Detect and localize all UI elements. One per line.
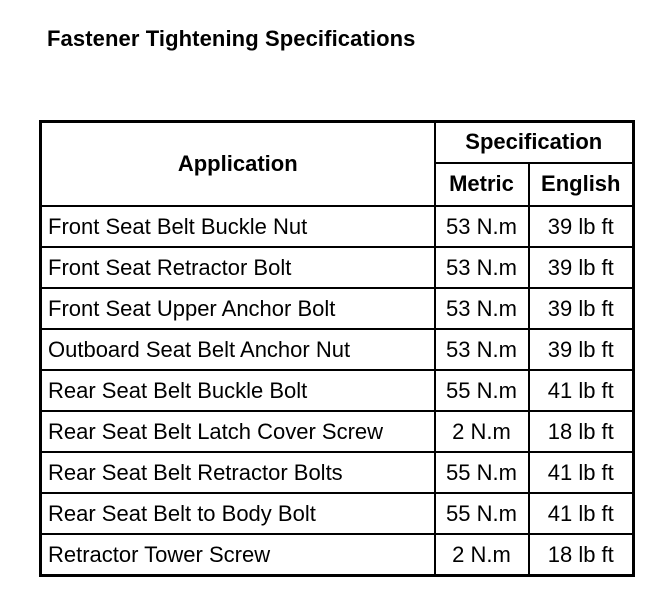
metric-cell: 53 N.m	[435, 206, 529, 247]
application-cell: Front Seat Belt Buckle Nut	[41, 206, 435, 247]
metric-cell: 2 N.m	[435, 411, 529, 452]
fastener-spec-table	[39, 120, 635, 577]
column-header-application: Application	[41, 122, 435, 207]
table-row	[41, 493, 634, 534]
metric-cell: 2 N.m	[435, 534, 529, 576]
table-row	[41, 288, 634, 329]
english-cell: 39 lb ft	[529, 206, 634, 247]
application-cell: Rear Seat Belt Buckle Bolt	[41, 370, 435, 411]
english-cell: 41 lb ft	[529, 452, 634, 493]
english-cell: 18 lb ft	[529, 534, 634, 576]
table-row	[41, 329, 634, 370]
table-row	[41, 534, 634, 576]
document-title: Fastener Tightening Specifications	[47, 26, 416, 51]
metric-cell: 55 N.m	[435, 452, 529, 493]
english-cell: 39 lb ft	[529, 329, 634, 370]
english-cell: 41 lb ft	[529, 370, 634, 411]
metric-cell: 53 N.m	[435, 329, 529, 370]
column-header-english: English	[529, 163, 634, 206]
table-row	[41, 452, 634, 493]
column-header-specification: Specification	[435, 122, 634, 163]
metric-cell: 53 N.m	[435, 288, 529, 329]
metric-cell: 55 N.m	[435, 370, 529, 411]
application-cell: Front Seat Upper Anchor Bolt	[41, 288, 435, 329]
application-cell: Front Seat Retractor Bolt	[41, 247, 435, 288]
application-cell: Rear Seat Belt to Body Bolt	[41, 493, 435, 534]
table-row	[41, 206, 634, 247]
application-cell: Retractor Tower Screw	[41, 534, 435, 576]
metric-cell: 55 N.m	[435, 493, 529, 534]
table-row	[41, 411, 634, 452]
english-cell: 39 lb ft	[529, 288, 634, 329]
english-cell: 39 lb ft	[529, 247, 634, 288]
english-cell: 41 lb ft	[529, 493, 634, 534]
table-row	[41, 247, 634, 288]
table-row	[41, 370, 634, 411]
english-cell: 18 lb ft	[529, 411, 634, 452]
metric-cell: 53 N.m	[435, 247, 529, 288]
application-cell: Rear Seat Belt Latch Cover Screw	[41, 411, 435, 452]
application-cell: Rear Seat Belt Retractor Bolts	[41, 452, 435, 493]
application-cell: Outboard Seat Belt Anchor Nut	[41, 329, 435, 370]
column-header-metric: Metric	[435, 163, 529, 206]
header-row-top	[41, 122, 634, 163]
